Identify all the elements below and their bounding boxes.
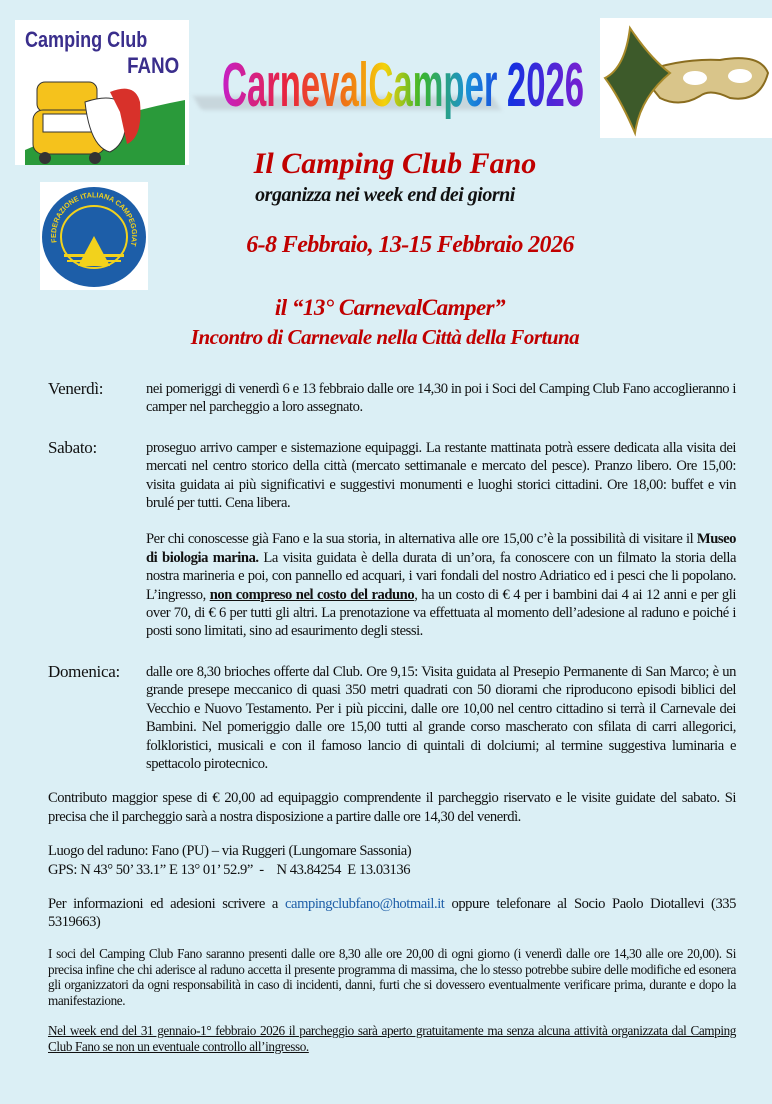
contribution-text: Contributo maggior spese di € 20,00 ad equipaggio comprendente il parcheggio riservato e le visite guidate del sabato. Si precisa che il parcheggio sarà a nostra disposizione a partire dalle ore 14,30 del venerdì. — [48, 790, 736, 825]
disclaimer-text: I soci del Camping Club Fano saranno presenti dalle ore 8,30 alle ore 20,00 di ogni giorno (i venerdì dalle ore 14,30 alle ore 20,00). Si precisa infine che chi aderisce al raduno accetta il presente programma di massima, che lo stesso potrebbe subire delle modifiche ed esonera gli organizzatori da ogni responsabilità in caso di incidenti, danni, furti che si dovessero eventualmente verificare prima, durante e dopo la manifestazione. — [48, 945, 736, 1009]
location-text: Luogo del raduno: Fano (PU) – via Ruggeri (Lungomare Sassonia) — [48, 843, 412, 860]
event-title-text: CarnevalCamper 2026 — [222, 51, 584, 120]
camper-mask-illustration — [15, 78, 189, 165]
saturday-label: Sabato: — [48, 437, 97, 457]
museum-name: Museo di biologia marina. — [146, 531, 736, 566]
carnival-mask-image — [600, 18, 772, 138]
friday-text: nei pomeriggi di venerdì 6 e 13 febbraio dalle ore 14,30 in poi i Soci del Camping Club Fano accoglieranno i camper nel parcheggio a loro assegnato. — [146, 381, 736, 416]
friday-label: Venerdì: — [48, 379, 104, 398]
saturday-text: proseguo arrivo camper e sistemazione equipaggi. La restante mattinata potrà essere dedicata alla visita dei mercati nel centro storico della città (mercato settimanale e mercato del pesce). Pranzo libero. Ore 15,00: visita guidata ai più significativi e suggestivi monumenti e luoghi storici cittadini. Ore 18,00: buffet e vin brulé per tutti. Cena libera. — [146, 439, 736, 512]
subtitle: organizza nei week end dei giorni — [255, 184, 515, 206]
cci-logo-text: FEDERAZIONE ITALIANA CAMPEGGIAT — [48, 190, 140, 248]
edition-heading: il “13° CarnevalCamper” — [274, 295, 506, 320]
sunday-section — [48, 663, 736, 773]
cci-logo — [40, 182, 148, 290]
contact-text: Per informazioni ed adesioni scrivere a campingclubfano@hotmail.it oppure telefonare al Socio Paolo Diotallevi (335 5319663) — [48, 895, 736, 931]
saturday-section — [48, 439, 736, 513]
free-parking-note: Nel week end del 31 gennaio-1° febbraio 2026 il parcheggio sarà aperto gratuitamente ma senza alcuna attività organizzata dal Camping Club Fano se non un eventuale controllo all’ingresso. — [48, 1022, 736, 1054]
sunday-text: dalle ore 8,30 brioches offerte dal Club. Ore 9,15: Visita guidata al Presepio Permanente di San Marco; è un grande presepe meccanico di quasi 350 metri quadrati con 50 diorami che riproducono episodi biblici del Vecchio e Nuovo Testamento. Per i più piccini, dalle ore 10,00 nel centro cittadino si terrà il Carnevale dei Bambini. Nel pomeriggio dalle ore 15,00 tutti al grande corso mascherato con sfilata di carri allegorici, folkloristici, musicali e con il famoso lancio di quintali di dolciumi; al termine suggestiva luminaria e spettacolo pirotecnico. — [146, 663, 736, 772]
sunday-label: Domenica: — [48, 661, 120, 681]
not-included-note: non compreso nel costo del raduno — [209, 586, 415, 603]
program-body — [48, 378, 736, 1055]
email-link[interactable]: campingclubfano@hotmail.it — [285, 895, 445, 912]
tagline: Incontro di Carnevale nella Città della Fortuna — [190, 325, 580, 349]
organizer-heading: Il Camping Club Fano — [253, 147, 537, 180]
gps-text: GPS: N 43° 50’ 33.1” E 13° 01’ 52.9” - N 43.84254 E 13.03136 — [48, 861, 411, 878]
museum-paragraph: Per chi conoscesse già Fano e la sua storia, in alternativa alle ore 15,00 c’è la possibilità di visitare il Museo di biologia marina. La visita guidata è della durata di un’ora, fa conoscere con un filmato la storia della nostra marineria e poi, con pannello ed acquari, i vari fondali del nostro Adriatico ed i pesci che li popolano. L’ingresso, non compreso nel costo del raduno, ha un costo di € 4 per i bambini dai 4 ai 12 anni e per gli over 70, di € 6 per tutti gli altri. La prenotazione va effettuata al momento dell’adesione al raduno e poiché i posti sono limitati, sino ad esaurimento degli stessi. — [146, 531, 737, 640]
event-dates: 6-8 Febbraio, 13-15 Febbraio 2026 — [246, 232, 574, 258]
museum-section — [48, 530, 736, 640]
friday-section — [48, 380, 736, 417]
event-title-graphic — [222, 40, 592, 120]
event-title — [222, 40, 592, 120]
camping-club-fano-logo: Camping Club FANO — [15, 20, 189, 165]
